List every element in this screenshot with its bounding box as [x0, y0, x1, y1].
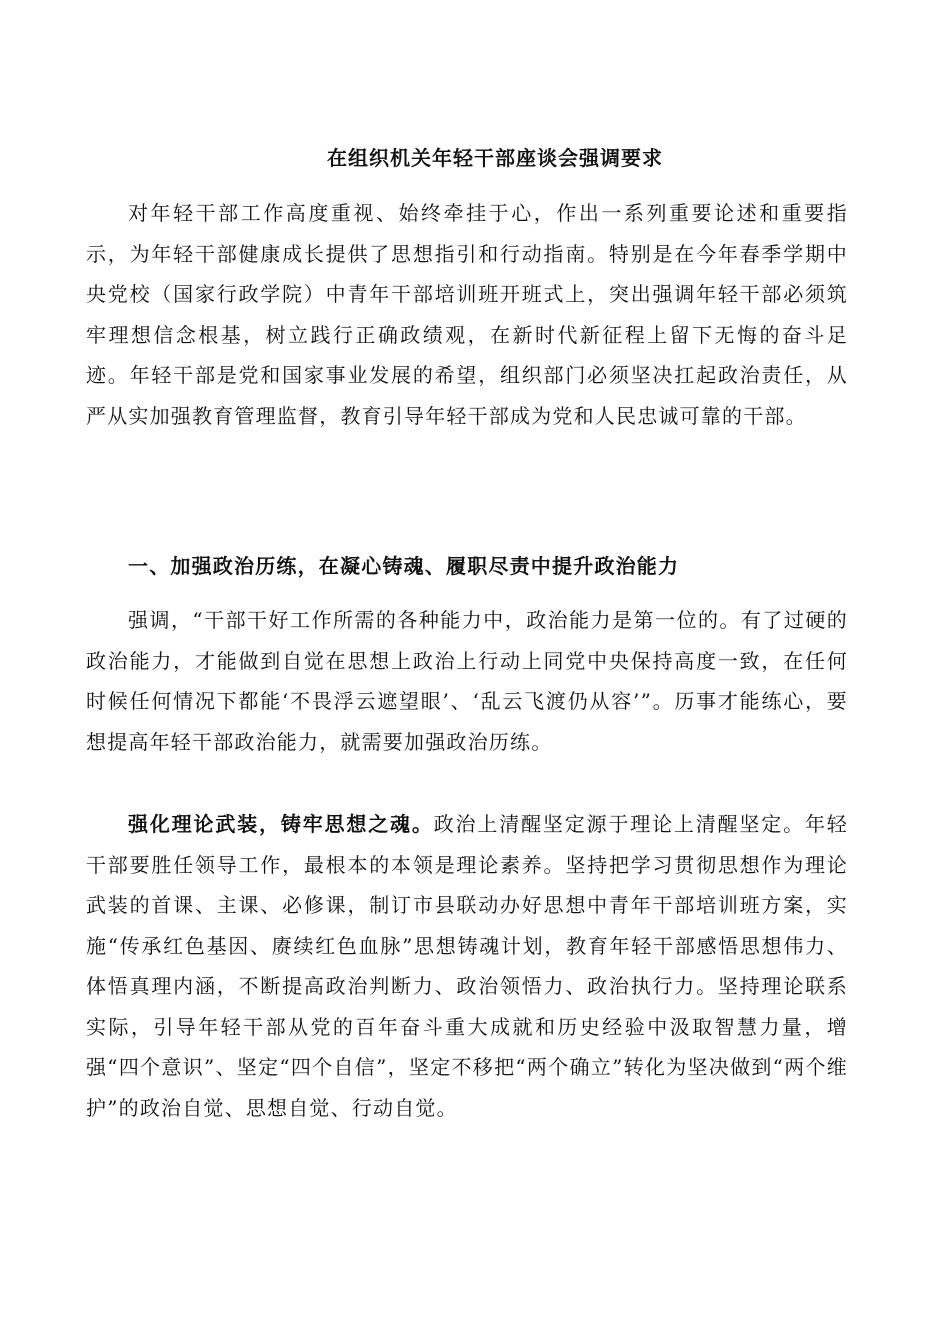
paragraph-intro: 对年轻干部工作高度重视、始终牵挂于心，作出一系列重要论述和重要指示，为年轻干部健康成长提供了思想指引和行动指南。特别是在今年春季学期中央党校（国家行政学院）中青年干部培训班开班式上，突出强调年轻干部必须筑牢理想信念根基，树立践行正确政绩观，在新时代新征程上留下无悔的奋斗足迹。年轻干部是党和国家事业发展的希望，组织部门必须坚决扛起政治责任，从严从实加强教育管理监督，教育引导年轻干部成为党和人民忠诚可靠的干部。: [86, 201, 848, 428]
paragraph-political-ability: 强调，“干部干好工作所需的各种能力中，政治能力是第一位的。有了过硬的政治能力，才能做到自觉在思想上政治上行动上同党中央保持高度一致，在任何时候任何情况下都能‘不畏浮云遮望眼’、‘乱云飞渡仍从容’”。历事才能练心，要想提高年轻干部政治能力，就需要加强政治历练。: [86, 608, 848, 754]
section-heading-1: 一、加强政治历练，在凝心铸魂、履职尽责中提升政治能力: [128, 554, 680, 578]
paragraph-lead-text: 强化理论武装，铸牢思想之魂。: [128, 812, 434, 836]
paragraph-body-text: 政治上清醒坚定源于理论上清醒坚定。年轻干部要胜任领导工作，最根本的本领是理论素养。坚持把学习贯彻思想作为理论武装的首课、主课、必修课，制订市县联动办好思想中青年干部培训班方案，实施“传承红色基因、赓续红色血脉”思想铸魂计划，教育年轻干部感悟思想伟力、体悟真理内涵，不断提高政治判断力、政治领悟力、政治执行力。坚持理论联系实际，引导年轻干部从党的百年奋斗重大成就和历史经验中汲取智慧力量，增强“四个意识”、坚定“四个自信”，坚定不移把“两个确立”转化为坚决做到“两个维护”的政治自觉、思想自觉、行动自觉。: [86, 812, 848, 1120]
paragraph-theory-armament: [86, 804, 848, 1128]
document-title: 在组织机关年轻干部座谈会强调要求: [327, 146, 663, 170]
